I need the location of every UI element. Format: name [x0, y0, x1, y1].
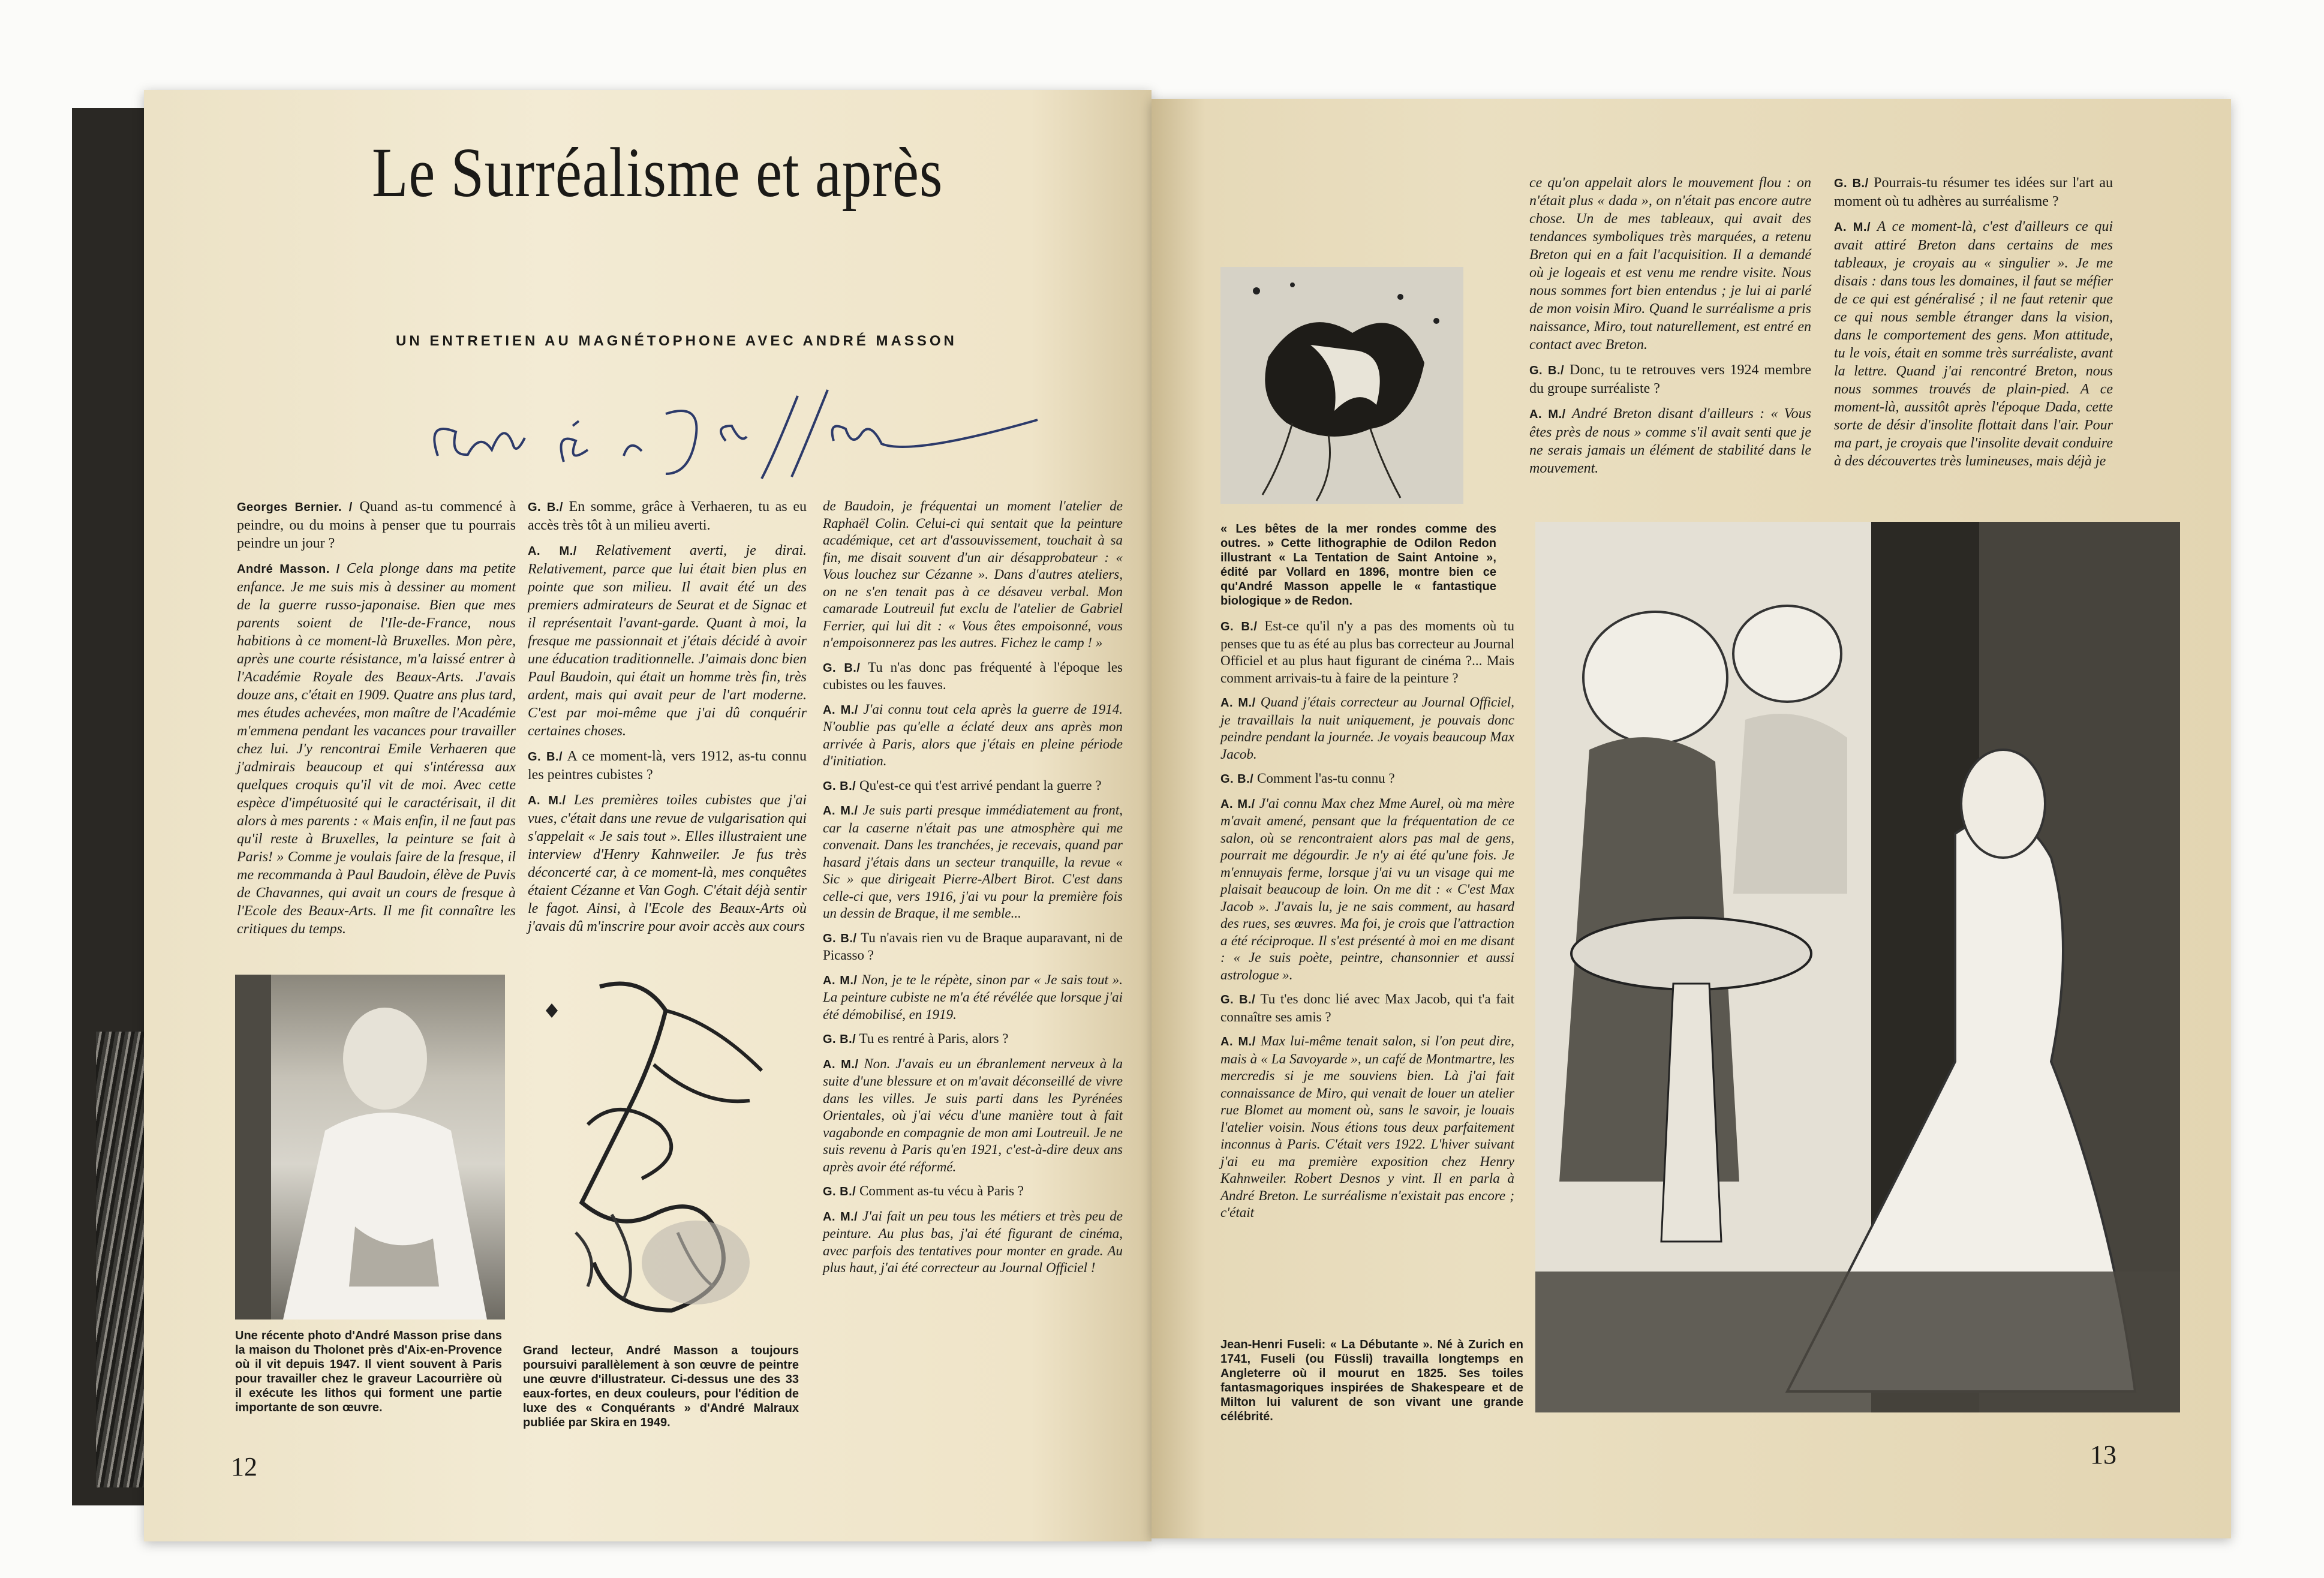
interview-turn: A. M./ Non, je te le répète, sinon par « Je sais tout ». La peinture cubiste ne m'a été révélée que lorsque j'ai été démobilisé, en 1919.	[823, 972, 1123, 1022]
interview-turn: A. M./ Max lui-même tenait salon, si l'on peut dire, mais à « La Savoyarde », un café de Montmartre, les mercredis si je me souviens bien. Là j'ai fait connaissance de Miro, qui venait de louer un atelier rue Blomet au moment où, sans le savoir, je louais l'atelier voisin. Nous étions tous deux parfaitement inconnus à Paris. C'était vers 1922. L'hiver suivant j'ai eu ma première exposition chez Henry Kahnweiler. Robert Desnos y vint. Il en parla à André Breton. Le surréalisme n'existait pas encore ; c'était	[1220, 1033, 1514, 1220]
interview-turn: A. M./ Les premières toiles cubistes que j'ai vues, c'était dans une revue de vulgarisation qui s'appelait « Je sais tout ». Elles illustraient une interview d'Henry Kahnweiler. Je fus très déconcerté car, à ce moment-là, mes conquêtes étaient Cézanne et Van Gogh. C'était déjà sentir le fagot. Ainsi, à l'Ecole des Beaux-Arts où j'avais dû m'inscrire pour avoir accès aux cours	[528, 792, 807, 934]
right-col-top-right	[1834, 174, 2113, 477]
article-subtitle: UN ENTRETIEN AU MAGNÉTOPHONE AVEC ANDRÉ MASSON	[396, 333, 957, 349]
interview-turn: A. M./ Non. J'avais eu un ébranlement nerveux à la suite d'une blessure et on m'avait déconseillé de vivre dans les villes. Je suis parti dans les Pyrénées Orientales, où j'ai vécu d'une manière tout à fait vagabonde en compagnie de mon ami Loutreuil. Je ne suis revenu à Paris qu'en 1921, c'est-à-dire deux ans après avoir été réformé.	[823, 1056, 1123, 1174]
interview-turn: G. B./ Pourrais-tu résumer tes idées sur l'art au moment où tu adhères au surréalisme ?	[1834, 175, 2113, 209]
interview-turn: G. B./ Tu n'avais rien vu de Braque auparavant, ni de Picasso ?	[823, 930, 1123, 963]
interview-turn: A. M./ André Breton disant d'ailleurs : « Vous êtes près de nous » comme s'il avait senti que je ne serais jamais un élément de stabilité dans le mouvement.	[1529, 406, 1811, 476]
interview-turn: G. B./ Tu es rentré à Paris, alors ?	[823, 1031, 1009, 1046]
cover-photo-strip	[96, 1032, 150, 1487]
caption-etching: Grand lecteur, André Masson a toujours poursuivi parallèlement à son œuvre de peintre une œuvre d'illustrateur. Ci-dessus une des 33 eaux-fortes, en deux couleurs, pour l'édition de luxe des « Conquérants » d'André Malraux publiée par Skira en 1949.	[523, 1344, 799, 1429]
caption-redon: « Les bêtes de la mer rondes comme des outres. » Cette lithographie de Odilon Redon illustrant « La Tentation de Saint Antoine », édité par Vollard en 1896, montre bien ce qu'André Masson appelle le « fantastique biologique » de Redon.	[1220, 522, 1496, 608]
interview-turn: A. M./ Je suis parti presque immédiatement au front, car la caserne n'était pas une atmosphère qui me convenait. Dans les tranchées, je recevais, quand par hasard j'étais dans un secteur tranquille, la revue « Sic » que dirigeait Pierre-Albert Birot. C'est dans celle-ci que, vers 1916, j'ai vu pour la première fois un dessin de Braque, il me semble...	[823, 802, 1123, 921]
interview-turn: G. B./ Comment l'as-tu connu ?	[1220, 771, 1395, 786]
interview-turn: A. M./ J'ai connu Max chez Mme Aurel, où ma mère m'avait amené, pensant que la fréquentation de ce salon, où se rencontraient alors pas mal de gens, pourrait me dégourdir. Je n'y ai été qu'une fois. Je m'ennuyais ferme, lorsque j'ai vu un visage qui me plaisait beaucoup de loin. On me dit : « C'est Max Jacob ». J'avais lu, je ne sais comment, au hasard des rues, ses œuvres. Ma foi, je crois que l'attraction a été réciproque. Il s'est présenté à moi en me disant : « Je suis poète, peintre, chansonnier et aussi astrologue ».	[1220, 795, 1514, 982]
interview-turn: Georges Bernier. / Quand as-tu commencé à peindre, ou du moins à penser que tu pourrais peindre un jour ?	[237, 499, 516, 551]
interview-turn: G. B./ Tu n'as donc pas fréquenté à l'époque les cubistes ou les fauves.	[823, 659, 1123, 692]
fuseli-la-debutante	[1535, 522, 2180, 1412]
left-col-1	[237, 498, 516, 945]
interview-turn: G. B./ Donc, tu te retrouves vers 1924 membre du groupe surréaliste ?	[1529, 362, 1811, 396]
interview-turn: A. M./ J'ai fait un peu tous les métiers et très peu de peinture. Au plus bas, j'ai été figurant de cinéma, avec parfois des tentatives pour monter en grade. Au plus haut, j'ai été correcteur au Journal Officiel !	[823, 1208, 1123, 1275]
page-number-left: 12	[231, 1452, 257, 1481]
interview-turn: ce qu'on appelait alors le mouvement flou : on n'était plus « dada », on n'était pas encore autre chose. Un de mes tableaux, qui avait des tendances symboliques très marquées, a retenu Breton qui en a fait l'acquisition. Il a demandé où je logeais et est venu me rendre visite. Nous nous sommes fort bien entendus ; je lui ai parlé de mon voisin Miro. Quand le surréalisme a pris naissance, Miro, tout naturellement, est entré en contact avec Breton.	[1529, 175, 1811, 353]
interview-turn: de Baudoin, je fréquentai un moment l'atelier de Raphaël Colin. Celui-ci qui sentait que la peinture académique, cet art d'assouvissement, touchait à sa fin, me disait souvent d'un air désapprobateur : « Vous louchez sur Cézanne ». Dans d'autres ateliers, on ne s'en tenait pas à ce désaveu verbal. Mon camarade Loutreuil fut exclu de l'atelier de Gabriel Ferrier, qui lui dit : « Vous êtes empoisonné, vous n'empoisonnerez pas les autres. Fichez le camp ! »	[823, 498, 1123, 650]
interview-turn: A. M./ Relativement averti, je dirai. Relativement, parce que lui était bien plus en pointe que son milieu. Il avait été un des premiers admirateurs de Seurat et de Signac et il représentait l'avant-garde. Quant à moi, la fresque me passionnait et j'étais décidé à avoir une éducation traditionnelle. J'aimais donc bien Paul Baudoin, qui était un homme très fin, très ardent, mais qui avait peur de l'art moderne. C'est par moi-même que j'ai dû conquérir certaines choses.	[528, 543, 807, 739]
page-number-right: 13	[2090, 1440, 2116, 1469]
interview-turn: G. B./ Est-ce qu'il n'y a pas des moments où tu penses que tu as été au plus bas correcteur au Journal Officiel et au plus haut figurant de cinéma ?... Mais comment arrivais-tu à faire de la peinture ?	[1220, 618, 1515, 686]
interview-turn: A. M./ Quand j'étais correcteur au Journal Officiel, je travaillais la nuit uniquement, je pouvais donc peindre pendant la journée. Je voyais beaucoup Max Jacob.	[1220, 695, 1514, 762]
interview-turn: G. B./ Tu t'es donc lié avec Max Jacob, qui t'a fait connaître ses amis ?	[1220, 991, 1514, 1024]
andre-masson-signature	[414, 384, 1062, 480]
interview-turn: A. M./ A ce moment-là, c'est d'ailleurs ce qui avait attiré Breton dans certains de mes tableaux, je croyais au « singulier ». Je me disais : dans tous les domaines, il faut se méfier de ce qui est généralisé ; il ne faut retenir que ce qui nous semble étranger dans la vision, dans le comportement des gens. Mon attitude, tu le vois, était en somme très surréaliste, avant la lettre. Quand j'ai rencontré Breton, nous nous sommes trouvés de plain-pied. A ce moment-là, aussitôt après l'époque Dada, cette sorte de désir d'insolite flottait dans l'air. Pour ma part, je croyais que l'insolite devait conduire à des découvertes très lumineuses, mais déjà je	[1834, 219, 2113, 469]
interview-turn: G. B./ A ce moment-là, vers 1912, as-tu connu les peintres cubistes ?	[528, 749, 807, 783]
caption-fuseli: Jean-Henri Fuseli: « La Débutante ». Né à Zurich en 1741, Fuseli (ou Füssli) travailla longtemps en Angleterre où il mourut en 1825. Ses toiles fantasmagoriques inspirées de Shakespeare et de Milton lui valurent de son vivant une grande célébrité.	[1220, 1338, 1523, 1423]
masson-photo	[235, 975, 505, 1319]
right-col-top-middle	[1529, 174, 1811, 485]
left-col-2	[528, 498, 807, 943]
conquerants-etching	[522, 975, 804, 1334]
redon-lithograph	[1220, 267, 1463, 504]
interview-turn: G. B./ Qu'est-ce qui t'est arrivé pendant la guerre ?	[823, 777, 1102, 793]
interview-turn: André Masson. / Cela plonge dans ma petite enfance. Je me suis mis à dessiner au moment de la guerre russo-japonaise. Bien que mes parents soient de l'Ile-de-France, nous habitions à ce moment-là Bruxelles. Mon père, après une courte résistance, m'a laissé entrer à l'Académie Royale des Beaux-Arts. J'avais douze ans, c'était en 1909. Quatre ans plus tard, mes études achevées, mon maître de l'Académie m'emmena pendant les vacances pour travailler chez lui. J'y rencontrai Emile Verhaeren que j'admirais beaucoup et qui s'intéressa aux quelques croquis qu'il vit de moi. Avec cette espèce d'impétuosité qui le caractérisait, il dit alors à mes parents : « Mais enfin, il ne faut pas qu'il reste à Bruxelles, la peinture se fait à Paris! » Comme je voulais faire de la fresque, il me recommanda à Paul Baudoin, élève de Puvis de Chavannes, qui avait un cours de fresque à l'Ecole des Beaux-Arts. Il me fit connaître les critiques du temps.	[237, 561, 516, 937]
interview-turn: G. B./ En somme, grâce à Verhaeren, tu as eu accès très tôt à un milieu averti.	[528, 499, 807, 533]
article-title: Le Surréalisme et après	[372, 133, 943, 212]
left-col-3	[823, 498, 1123, 1284]
interview-turn: G. B./ Comment as-tu vécu à Paris ?	[823, 1183, 1024, 1198]
interview-turn: A. M./ J'ai connu tout cela après la guerre de 1914. N'oublie pas qu'elle a éclaté deux ans après mon arrivée à Paris, alors que j'étais en pleine période d'initiation.	[823, 701, 1123, 768]
caption-masson-photo: Une récente photo d'André Masson prise dans la maison du Tholonet près d'Aix-en-Provence où il vit depuis 1947. Il vient souvent à Paris pour travailler chez le graveur Lacourrière où il exécute les lithos qui forment une partie importante de son œuvre.	[235, 1329, 502, 1414]
right-col-left	[1220, 618, 1514, 1229]
